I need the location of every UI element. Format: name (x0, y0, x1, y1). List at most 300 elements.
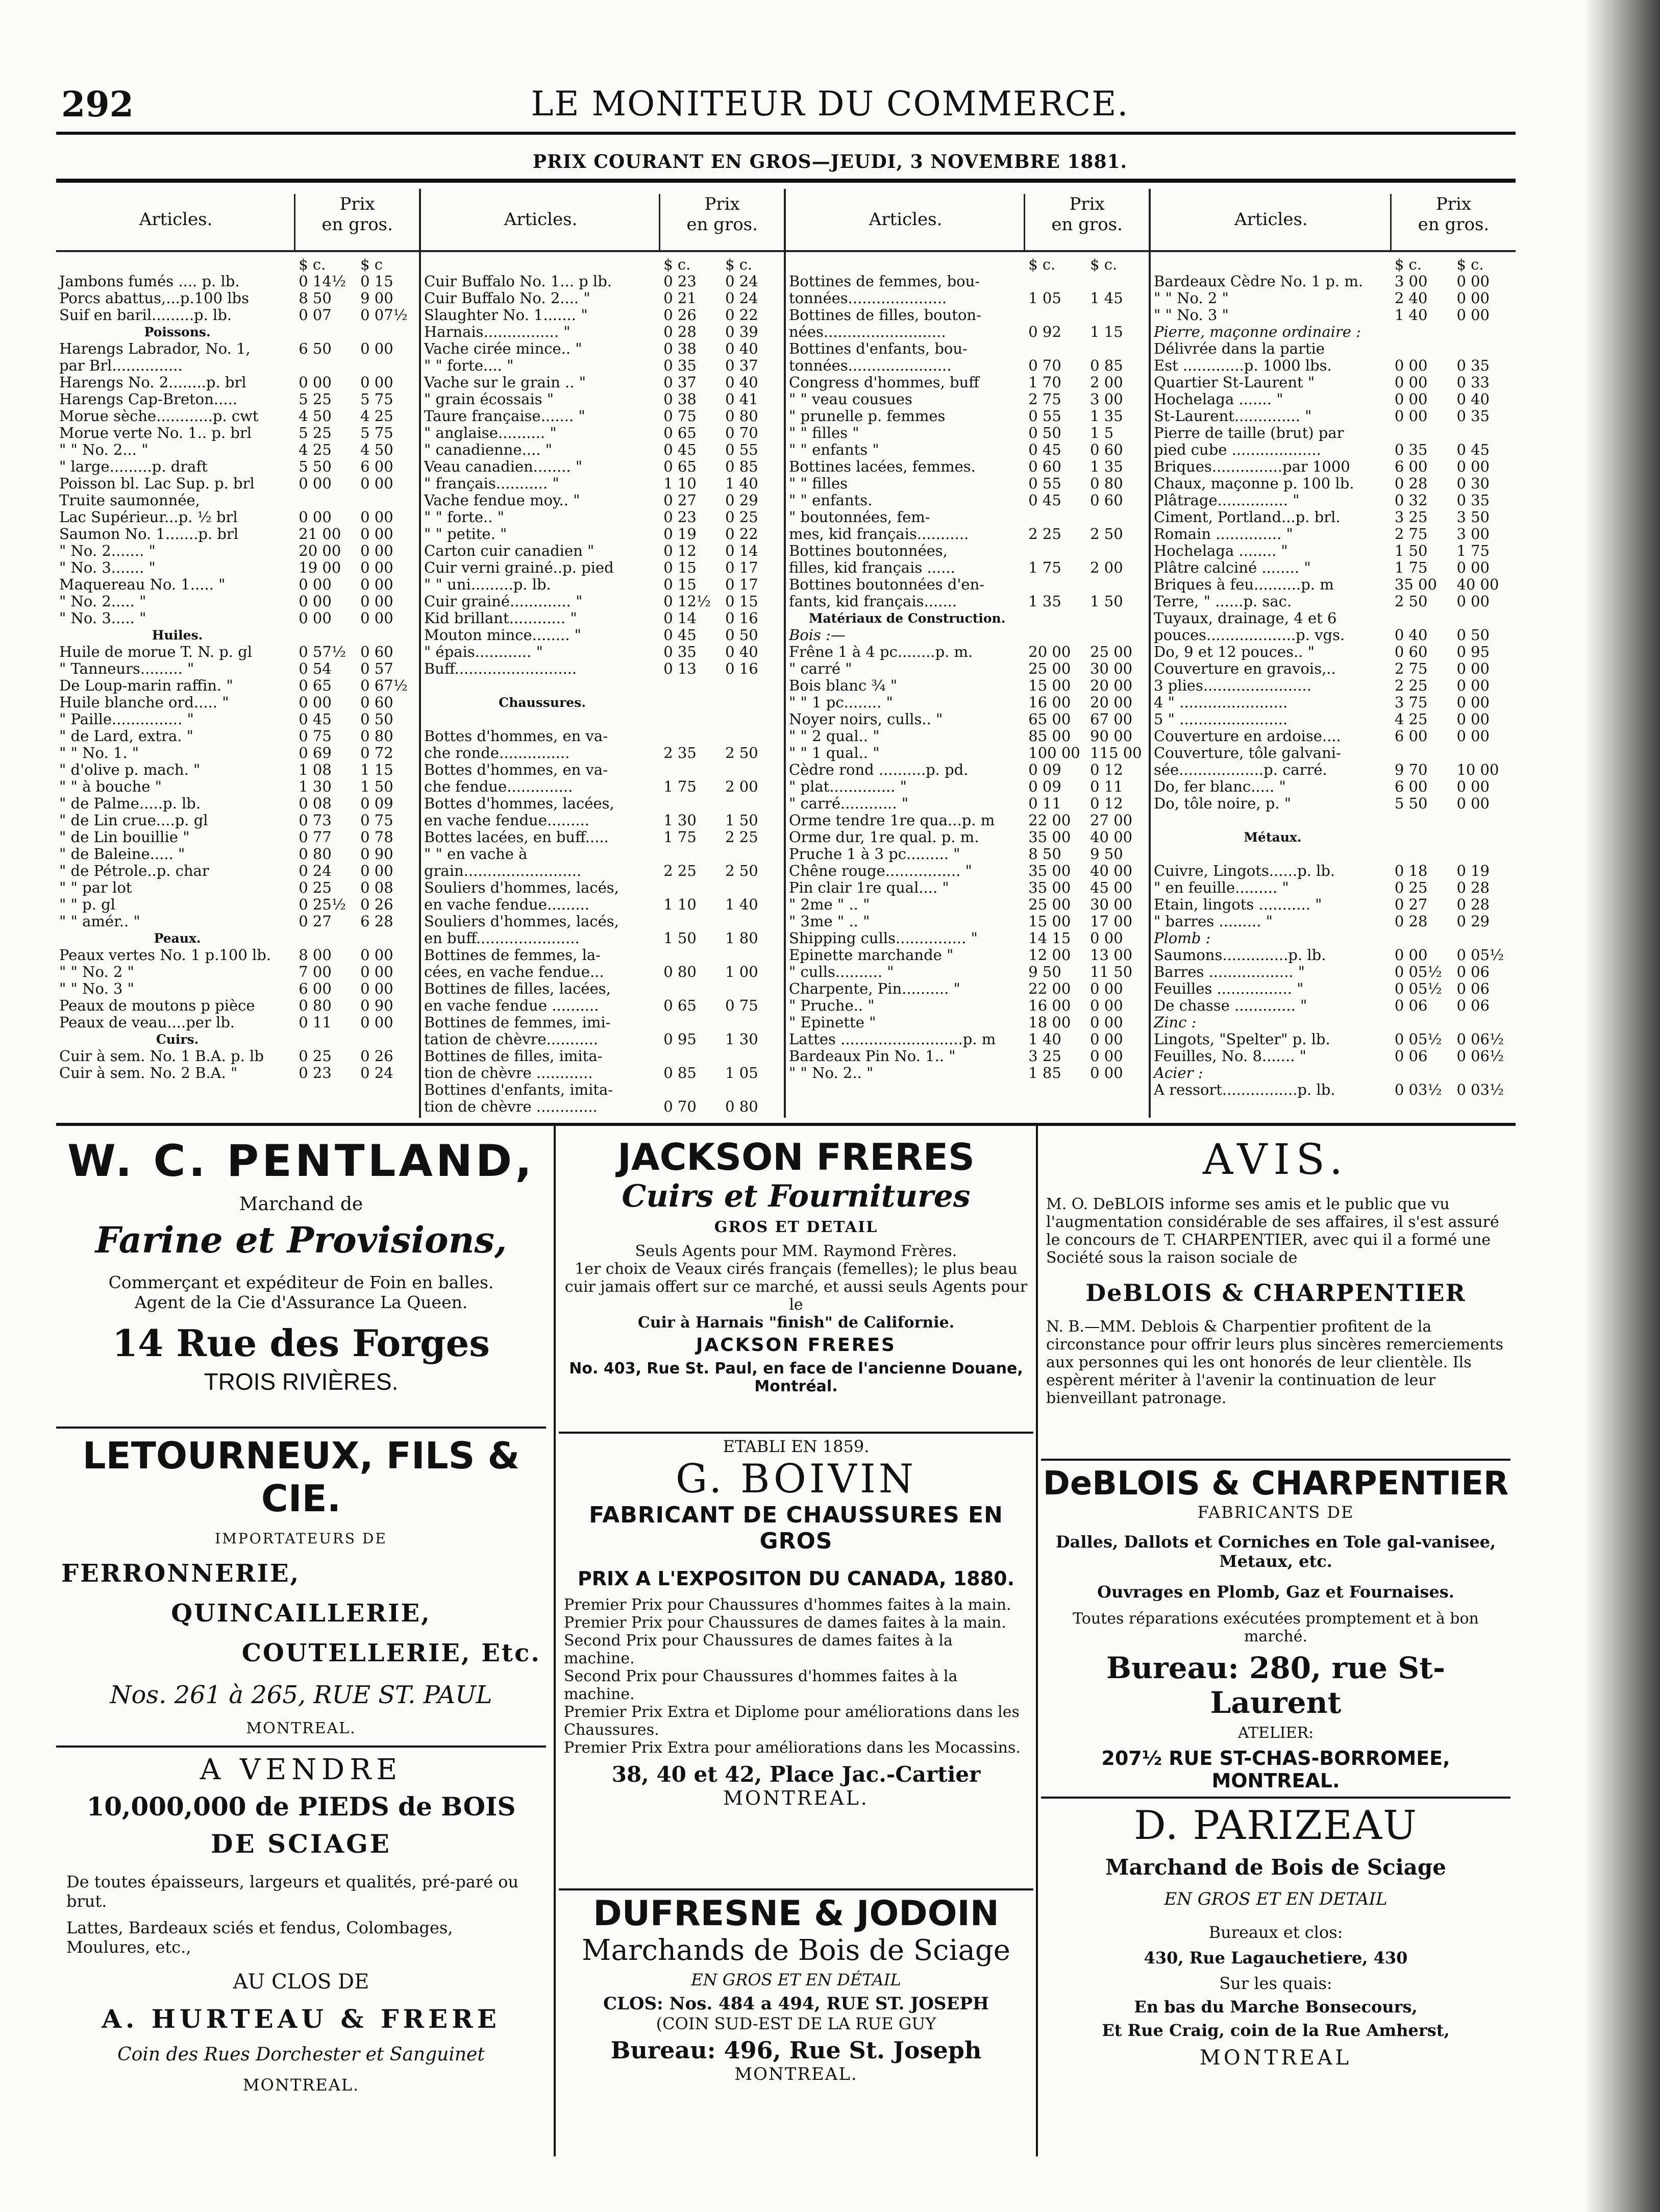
price-low: 0 25½ (299, 896, 346, 913)
item-label: Couverture, tôle galvani- (1154, 745, 1341, 761)
item-label: Barres .................. " (1154, 964, 1305, 980)
price-low (660, 879, 722, 896)
price-high: 0 57 (360, 660, 393, 677)
price-high: 1 40 (725, 896, 758, 913)
price-high: 0 35 (1456, 407, 1490, 425)
item-label: Saumons..............p. lb. (1154, 947, 1326, 964)
table-row (1151, 964, 1516, 980)
item-label: Peaux. (154, 931, 201, 946)
price-high (1087, 340, 1149, 357)
table-row (56, 1065, 419, 1082)
item-label: " carré............ " (789, 795, 909, 812)
price-high: 0 07½ (360, 306, 408, 324)
item-label: Huile blanche ord..... " (59, 694, 229, 711)
item-label: " anglaise.......... " (424, 425, 557, 441)
price-high (722, 947, 784, 964)
price-high: 0 24 (725, 273, 758, 290)
price-high: 0 19 (1456, 862, 1490, 879)
price-low: 65 00 (1028, 710, 1071, 728)
table-row (1151, 1031, 1516, 1048)
price-high (1087, 576, 1149, 593)
table-row (786, 795, 1149, 812)
price-high: 0 16 (725, 609, 758, 627)
table-row (56, 980, 419, 997)
price-low (1025, 543, 1087, 559)
pentland-name: W. C. PENTLAND, (67, 1136, 535, 1187)
price-low: 0 00 (1394, 390, 1428, 408)
price-high: 0 06 (1456, 980, 1490, 997)
price-low: 0 45 (1028, 491, 1061, 509)
item-label: Vache fendue moy.. " (424, 492, 580, 509)
prize-item: Premier Prix pour Chaussures de dames faites à la main. (564, 1614, 1006, 1632)
price-high: 0 00 (1456, 559, 1490, 576)
item-label: Orme dur, 1re qual. p. m. (789, 829, 979, 846)
table-row (56, 1048, 419, 1065)
price-high: 0 16 (725, 660, 758, 677)
price-high: 0 22 (725, 306, 758, 324)
boivin-address: 38, 40 et 42, Place Jac.-Cartier (611, 1762, 981, 1787)
table-row (1151, 475, 1516, 492)
price-low: 0 07 (299, 306, 332, 324)
column-header (786, 189, 1149, 252)
price-high: 0 26 (360, 896, 393, 913)
item-label: Do, 9 et 12 pouces.. " (1154, 644, 1315, 660)
price-low: 0 54 (299, 660, 332, 677)
price-low: 0 00 (299, 374, 332, 391)
price-high (722, 711, 784, 728)
header-rule (56, 132, 1516, 135)
price-low: 0 12 (663, 542, 697, 559)
table-row (786, 913, 1149, 930)
item-label: " " No. 3 " (59, 980, 134, 997)
price-high: 0 06½ (1456, 1047, 1504, 1065)
price-high: 0 12 (1090, 795, 1123, 812)
price-high: 1 35 (1090, 458, 1123, 475)
price-high (1087, 627, 1149, 644)
table-row (786, 627, 1149, 644)
section-heading (421, 694, 784, 711)
item-label: Zinc : (1154, 1014, 1197, 1031)
price-low: 15 00 (1028, 913, 1071, 930)
item-label: Harengs Labrador, No. 1, (59, 340, 251, 357)
articles-heading: Articles. (869, 209, 943, 230)
table-row (786, 1031, 1149, 1048)
price-low: 0 95 (663, 1030, 697, 1048)
item-label: Pruche 1 à 3 pc......... " (789, 846, 960, 863)
price-low: 8 00 (299, 946, 332, 964)
price-high: 0 00 (360, 576, 393, 593)
table-row (1151, 812, 1516, 829)
table-row (1151, 947, 1516, 964)
price-high: 0 00 (360, 340, 393, 357)
item-label: Délivrée dans la partie (1154, 340, 1325, 357)
price-low: 9 70 (1394, 761, 1428, 778)
price-low (295, 324, 357, 340)
item-label: Couverture en ardoise.... (1154, 728, 1341, 745)
item-label: Bois :— (789, 627, 846, 644)
item-label: Etain, lingots ........... " (1154, 896, 1322, 913)
table-row (1151, 913, 1516, 930)
price-high (1453, 324, 1516, 340)
table-row (786, 526, 1149, 543)
ad-separator (559, 1888, 1033, 1890)
price-low (1025, 307, 1087, 324)
price-high: 1 50 (360, 778, 393, 795)
price-low: 35 00 (1028, 828, 1071, 846)
table-row (1151, 441, 1516, 458)
item-label: " culls.......... " (789, 964, 894, 980)
price-high: 0 35 (1456, 357, 1490, 374)
jackson-body1: Seuls Agents pour MM. Raymond Frères. (635, 1242, 957, 1260)
pentland-city: TROIS RIVIÈRES. (204, 1368, 399, 1395)
table-row (786, 644, 1149, 660)
price-low: 0 75 (663, 407, 697, 425)
price-high: 0 17 (725, 576, 758, 593)
price-low: 0 25 (299, 1047, 332, 1065)
price-low (1392, 829, 1454, 846)
price-low (660, 947, 722, 964)
item-label: " " No. 1. " (59, 745, 139, 761)
price-low: 0 69 (299, 744, 332, 761)
price-high: 6 00 (360, 458, 393, 475)
table-row (56, 795, 419, 812)
table-row (56, 964, 419, 980)
vendre-city: MONTREAL. (242, 2075, 360, 2095)
price-high: 20 00 (1090, 677, 1133, 694)
price-high: 0 00 (360, 980, 393, 997)
item-label: en buff...................... (424, 930, 580, 947)
item-label: De Loup-marin raffin. " (59, 677, 233, 694)
table-row (421, 475, 784, 492)
price-low: 3 25 (1394, 508, 1428, 526)
item-label: Bottes d'hommes, lacées, (424, 795, 614, 812)
table-row (786, 863, 1149, 879)
item-label: Lac Supérieur...p. ½ brl (59, 509, 238, 526)
parizeau-line2: EN GROS ET EN DETAIL (1164, 1889, 1388, 1909)
scan-edge-shadow (1583, 0, 1660, 2212)
item-label: " Paille............... " (59, 711, 194, 728)
price-low: 16 00 (1028, 997, 1071, 1014)
item-label: cées, en vache fendue... (424, 964, 604, 980)
item-label: Charpente, Pin.......... " (789, 980, 960, 997)
table-row (1151, 879, 1516, 896)
price-high: 3 50 (1456, 508, 1490, 526)
item-label: en vache fendue......... (424, 896, 589, 913)
price-high: 67 00 (1090, 710, 1133, 728)
table-row (1151, 761, 1516, 778)
price-high: 0 28 (1456, 879, 1490, 896)
price-high: 0 00 (1456, 458, 1490, 475)
parizeau-line1: Marchand de Bois de Sciage (1105, 1855, 1446, 1880)
price-low: 1 70 (1028, 374, 1061, 391)
price-high: 0 00 (360, 374, 393, 391)
item-label: Cuir à sem. No. 2 B.A. " (59, 1065, 238, 1082)
table-row (786, 374, 1149, 391)
price-low: 1 75 (663, 828, 697, 846)
table-row (56, 307, 419, 324)
price-high: 0 00 (360, 946, 393, 964)
parizeau-line5: Sur les quais: (1219, 1974, 1332, 1993)
price-high: 0 75 (725, 997, 758, 1014)
price-low (660, 846, 722, 863)
price-low (660, 913, 722, 930)
item-label: Lingots, "Spelter" p. lb. (1154, 1031, 1330, 1048)
vendre-name: A. HURTEAU & FRERE (102, 2004, 501, 2034)
item-label (421, 677, 660, 694)
price-high: 0 40 (725, 374, 758, 391)
price-low: 0 00 (299, 609, 332, 627)
item-label: " " 1 qual.. " (789, 745, 880, 761)
item-label (421, 256, 660, 273)
price-low: 0 00 (299, 694, 332, 711)
avis-title: AVIS. (1202, 1136, 1349, 1184)
item-label: " " forte.... " (424, 357, 514, 374)
price-low: 5 50 (1394, 795, 1428, 812)
table-row (786, 576, 1149, 593)
ad-separator (56, 1746, 546, 1748)
ad-separator (559, 1432, 1033, 1434)
table-row (1151, 492, 1516, 509)
letourneux-line1: IMPORTATEURS DE (215, 1530, 387, 1547)
price-high (1453, 745, 1516, 761)
price-high: $ c (360, 256, 383, 273)
item-label: Est .............p. 1000 lbs. (1154, 357, 1332, 374)
item-label: Poisson bl. Lac Sup. p. brl (59, 475, 255, 492)
table-row (786, 812, 1149, 829)
price-low: 0 65 (299, 677, 332, 694)
price-high: 0 29 (1456, 913, 1490, 930)
dufresne-line2: EN GROS ET EN DÉTAIL (691, 1970, 901, 1989)
table-row (1151, 374, 1516, 391)
price-high: 40 00 (1456, 576, 1499, 593)
table-row (786, 307, 1149, 324)
table-row (786, 593, 1149, 610)
price-low: 0 65 (663, 458, 697, 475)
price-high: 0 80 (1090, 475, 1123, 492)
price-low: 0 05½ (1394, 963, 1442, 980)
price-low: 0 45 (663, 626, 697, 644)
price-high (357, 492, 419, 509)
price-high (722, 694, 784, 711)
section-heading (1151, 829, 1516, 846)
item-label: Cuir grainé............. " (424, 593, 583, 610)
table-row (786, 980, 1149, 997)
price-high (1087, 610, 1149, 627)
price-low: 0 00 (299, 508, 332, 526)
price-low: 0 25 (1394, 879, 1428, 896)
table-row (421, 559, 784, 576)
table-row (56, 441, 419, 458)
item-label: " " petite. " (424, 526, 507, 543)
item-label: Bottines boutonnées, (789, 543, 948, 559)
prix-heading: Prix en gros. (659, 194, 784, 250)
price-low: 0 21 (663, 289, 697, 307)
vendre-line3: AU CLOS DE (233, 1970, 369, 1994)
table-row (1151, 644, 1516, 660)
price-low: 0 65 (663, 424, 697, 441)
price-high (1453, 425, 1516, 441)
price-high: 0 85 (1090, 357, 1123, 374)
table-row (421, 812, 784, 829)
table-row (421, 492, 784, 509)
item-label: " No. 3....... " (59, 559, 156, 576)
table-row (786, 1048, 1149, 1065)
table-row (421, 324, 784, 340)
item-label: Plâtre calciné ........ " (1154, 559, 1311, 576)
price-low: 5 50 (299, 458, 332, 475)
prix-heading: Prix en gros. (1390, 194, 1516, 250)
prix-heading: Prix en gros. (1024, 194, 1149, 250)
section-heading (56, 1031, 419, 1048)
price-low: 1 50 (1394, 542, 1428, 559)
price-low: 2 25 (1394, 677, 1428, 694)
item-label: " " en vache à (424, 846, 528, 863)
table-row (1151, 324, 1516, 340)
price-low: 0 35 (1394, 441, 1428, 458)
parizeau-line7: Et Rue Craig, coin de la Rue Amherst, (1102, 2021, 1450, 2040)
boivin-line2: FABRICANT DE CHAUSSURES EN GROS (589, 1502, 1003, 1554)
price-high: 0 80 (725, 407, 758, 425)
price-low: 0 19 (663, 525, 697, 543)
table-row (56, 492, 419, 509)
table-row (786, 694, 1149, 711)
price-low (1025, 576, 1087, 593)
item-label: " de Lard, extra. " (59, 728, 194, 745)
price-high (722, 879, 784, 896)
price-high (722, 1014, 784, 1031)
dufresne-city: MONTREAL. (734, 2064, 858, 2084)
ad-divider-2 (1036, 1125, 1038, 2156)
table-row (56, 391, 419, 408)
price-low: 100 00 (1028, 744, 1080, 761)
item-label: " " 1 pc........ " (789, 694, 893, 711)
item-label: Cuir à sem. No. 1 B.A. p. lb (59, 1048, 264, 1065)
price-low (295, 627, 357, 644)
avis-body1: M. O. DeBLOIS informe ses amis et le public que vu l'augmentation considérable de ses affaires, il s'est assuré le concours de T. CHARPENTIER, avec qui il a formé une Société sous la raison sociale de (1046, 1195, 1499, 1267)
table-row (421, 829, 784, 846)
price-high: 0 50 (1456, 626, 1490, 644)
price-list-subtitle: PRIX COURANT EN GROS—JEUDI, 3 NOVEMBRE 1881. (532, 151, 1128, 173)
price-high: 17 00 (1090, 913, 1133, 930)
price-high: 11 50 (1090, 963, 1133, 980)
item-label: " " veau cousues (789, 391, 912, 408)
item-label: " de Lin crue....p. gl (59, 812, 208, 829)
table-row (56, 728, 419, 745)
price-column-3 (786, 189, 1151, 1118)
price-low: 0 75 (299, 727, 332, 745)
item-label: " " enfants " (789, 441, 879, 458)
item-label: " No. 3..... " (59, 610, 146, 627)
item-label: " canadienne.... " (424, 441, 553, 458)
table-row (421, 947, 784, 964)
table-row (1151, 677, 1516, 694)
item-label: " " p. gl (59, 896, 115, 913)
price-high: 0 39 (725, 323, 758, 340)
price-low: 0 50 (1028, 424, 1061, 441)
price-low (295, 1031, 357, 1048)
price-high: 0 00 (1456, 727, 1490, 745)
table-row (421, 896, 784, 913)
price-high: 0 60 (1090, 491, 1123, 509)
item-label: Pierre de taille (brut) par (1154, 425, 1344, 441)
table-row (786, 930, 1149, 947)
price-low: 0 27 (1394, 896, 1428, 913)
price-low: 6 00 (1394, 778, 1428, 795)
price-low: 0 73 (299, 812, 332, 829)
table-row (1151, 559, 1516, 576)
table-row (1151, 610, 1516, 627)
table-row (786, 340, 1149, 357)
jackson-name: JACKSON FRERES (617, 1136, 975, 1178)
price-low: 0 00 (1394, 357, 1428, 374)
price-high: 27 00 (1090, 812, 1133, 829)
item-label: " " filles (789, 475, 848, 492)
price-low: $ c. (1394, 256, 1422, 273)
price-high: 2 50 (725, 744, 758, 761)
item-label: Terre, " ......p. sac. (1154, 593, 1292, 610)
section-heading (786, 610, 1149, 627)
table-row (1151, 509, 1516, 526)
price-low (1025, 509, 1087, 526)
boivin-prize-list (559, 1590, 1033, 1757)
price-low: 16 00 (1028, 694, 1071, 711)
item-label: Chaux, maçonne p. 100 lb. (1154, 475, 1354, 492)
item-label: Romain .............. " (1154, 526, 1293, 543)
item-label: " " No. 2 " (59, 964, 134, 980)
table-row (56, 644, 419, 660)
price-low (1025, 627, 1087, 644)
item-label: Do, tôle noire, p. " (1154, 795, 1292, 812)
price-low: 0 70 (1028, 357, 1061, 374)
item-label (1151, 812, 1392, 829)
item-label: " Pruche.. " (789, 997, 875, 1014)
item-label: Porcs abattus,...p.100 lbs (59, 290, 249, 307)
price-high: 0 00 (1090, 1047, 1123, 1065)
item-label: Shipping culls............... " (789, 930, 978, 947)
item-label: " Epinette " (789, 1014, 876, 1031)
table-row (786, 357, 1149, 374)
table-row (1151, 980, 1516, 997)
table-row (786, 997, 1149, 1014)
table-row (56, 374, 419, 391)
price-high: 13 00 (1090, 946, 1133, 964)
table-row (786, 408, 1149, 425)
table-row (56, 829, 419, 846)
table-row (786, 256, 1149, 273)
price-low: 0 38 (663, 390, 697, 408)
price-low (660, 677, 722, 694)
price-high: 0 06½ (1456, 1030, 1504, 1048)
table-row (56, 846, 419, 863)
pentland-line4: Agent de la Cie d'Assurance La Queen. (134, 1292, 468, 1312)
price-high: 90 00 (1090, 727, 1133, 745)
price-low: 2 75 (1394, 660, 1428, 677)
table-row (786, 896, 1149, 913)
table-row (421, 627, 784, 644)
item-label: 3 plies....................... (1154, 677, 1311, 694)
price-low (1392, 610, 1454, 627)
price-low: 25 00 (1028, 660, 1071, 677)
price-low: 0 27 (663, 491, 697, 509)
price-low: 0 00 (1394, 946, 1428, 964)
price-high (1453, 610, 1516, 627)
item-label: Orme tendre 1re qua...p. m (789, 812, 995, 829)
price-high: 0 40 (725, 643, 758, 660)
item-label: pouces...................p. vgs. (1154, 627, 1345, 644)
table-row (56, 576, 419, 593)
table-row (1151, 543, 1516, 559)
item-label: De chasse ............. " (1154, 997, 1307, 1014)
